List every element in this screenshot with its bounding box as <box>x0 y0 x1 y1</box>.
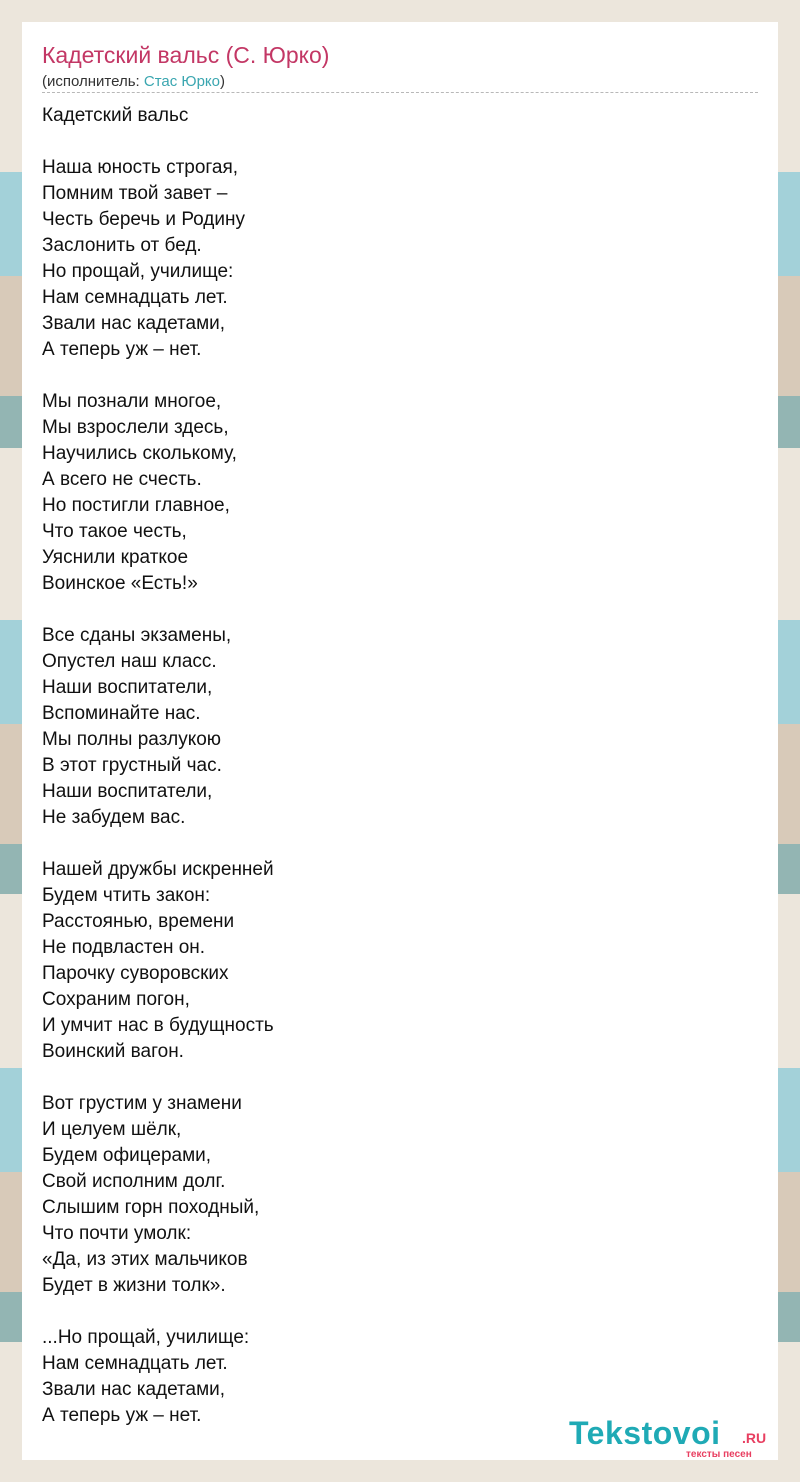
lyrics-blank-line <box>42 129 742 155</box>
lyrics-line: А теперь уж – нет. <box>42 339 202 360</box>
title-divider <box>42 92 758 93</box>
lyrics-line: ...Но прощай, училище: <box>42 1327 250 1348</box>
lyrics-blank-line <box>42 831 742 857</box>
lyrics-line: Уяснили краткое <box>42 547 189 568</box>
site-logo[interactable] <box>569 1415 769 1459</box>
logo-wordmark: Tekstovoi <box>569 1415 721 1451</box>
lyrics-line: Честь беречь и Родину <box>42 209 245 230</box>
lyrics-line: Но постигли главное, <box>42 495 230 516</box>
lyrics-blank-line <box>42 1299 742 1325</box>
logo-tagline: тексты песен <box>686 1449 752 1460</box>
lyrics-line: Опустел наш класс. <box>42 651 217 672</box>
lyrics-line: Будем чтить закон: <box>42 885 211 906</box>
lyrics-blank-line <box>42 1065 742 1091</box>
lyrics-line: Нам семнадцать лет. <box>42 287 228 308</box>
lyrics-line: Что почти умолк: <box>42 1223 192 1244</box>
lyrics-line: И умчит нас в будущность <box>42 1015 274 1036</box>
performer-link[interactable]: Стас Юрко <box>143 73 220 90</box>
lyrics-line: Воинское «Есть!» <box>42 573 198 594</box>
lyrics-line: Звали нас кадетами, <box>42 1379 226 1400</box>
lyrics-line: Парочку суворовских <box>42 963 229 984</box>
lyrics-blank-line <box>42 363 742 389</box>
lyrics-line: Мы познали многое, <box>42 391 222 412</box>
logo-domain: .RU <box>742 1430 767 1446</box>
song-title: Кадетский вальс (С. Юрко) <box>42 42 330 68</box>
lyrics-line: Расстоянью, времени <box>42 911 235 932</box>
lyrics-line: Что такое честь, <box>42 521 187 542</box>
lyrics-line: Будет в жизни толк». <box>42 1275 226 1296</box>
lyrics-line: Мы полны разлукою <box>42 729 222 750</box>
lyrics-blank-line <box>42 597 742 623</box>
lyrics-line: Наша юность строгая, <box>42 157 239 178</box>
lyrics-text <box>42 103 742 1429</box>
lyrics-line: Не забудем вас. <box>42 807 186 828</box>
lyrics-line: А теперь уж – нет. <box>42 1405 202 1426</box>
lyrics-line: Сохраним погон, <box>42 989 190 1010</box>
lyrics-line: Звали нас кадетами, <box>42 313 226 334</box>
lyrics-card <box>22 22 778 1460</box>
lyrics-line: Вот грустим у знамени <box>42 1093 242 1114</box>
lyrics-line: Все сданы экзамены, <box>42 625 232 646</box>
lyrics-line: И целуем шёлк, <box>42 1119 182 1140</box>
performer-suffix: ) <box>220 73 225 90</box>
lyrics-line: Не подвластен он. <box>42 937 206 958</box>
lyrics-line: Наши воспитатели, <box>42 781 213 802</box>
lyrics-line: Мы взрослели здесь, <box>42 417 229 438</box>
lyrics-line: Научились сколькому, <box>42 443 237 464</box>
lyrics-line: В этот грустный час. <box>42 755 222 776</box>
lyrics-line: Свой исполним долг. <box>42 1171 226 1192</box>
performer-info <box>42 73 225 90</box>
lyrics-line: Воинский вагон. <box>42 1041 184 1062</box>
lyrics-line: Будем офицерами, <box>42 1145 212 1166</box>
lyrics-line: А всего не счесть. <box>42 469 202 490</box>
lyrics-line: Но прощай, училище: <box>42 261 234 282</box>
lyrics-line: Нам семнадцать лет. <box>42 1353 228 1374</box>
lyrics-line: Кадетский вальс <box>42 105 189 126</box>
lyrics-line: Помним твой завет – <box>42 183 228 204</box>
lyrics-line: Заслонить от бед. <box>42 235 202 256</box>
lyrics-line: Нашей дружбы искренней <box>42 859 274 880</box>
performer-prefix: (исполнитель: <box>42 73 144 90</box>
lyrics-line: Вспоминайте нас. <box>42 703 201 724</box>
lyrics-line: «Да, из этих мальчиков <box>42 1249 248 1270</box>
lyrics-line: Слышим горн походный, <box>42 1197 260 1218</box>
lyrics-line: Наши воспитатели, <box>42 677 213 698</box>
